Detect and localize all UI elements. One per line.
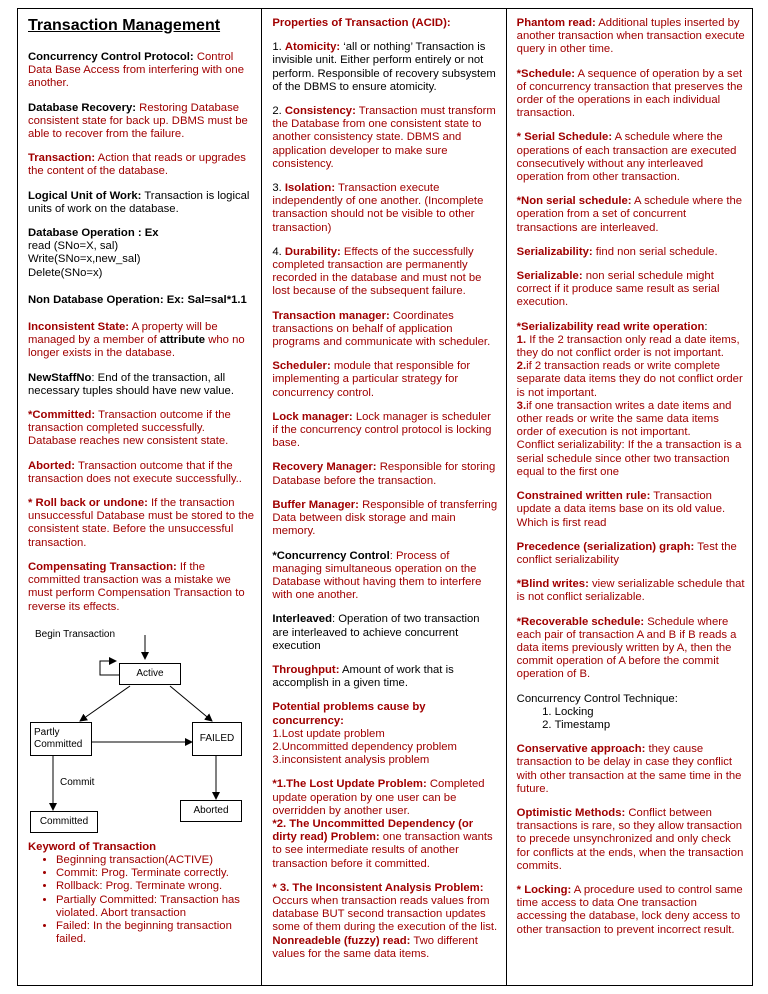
def-logical-unit-of-work: Logical Unit of Work: Transaction is logical units of work on the database. [28, 189, 250, 215]
keyword-list [28, 854, 254, 946]
list-item: 2. Timestamp [555, 719, 745, 732]
def-concurrency-control: *Concurrency Control: Process of managing simultaneous operation on the Database without having them to interfere with one another. [272, 549, 482, 602]
list-item: • Failed: In the beginning transaction failed. [56, 920, 254, 946]
def-serializable: Serializable: non serial schedule might correct if it produce same result as serial execution. [516, 270, 720, 309]
def-precedence-graph: Precedence (serialization) graph: Test the conflict serializability [516, 540, 737, 566]
def-schedule: *Schedule: A sequence of operation by a set of concurrency transaction that preserves the order of the operations in each individual transaction. [516, 67, 743, 120]
non-database-operation: Non Database Operation: Ex: Sal=sal*1.1 [28, 293, 247, 306]
acid-heading: Properties of Transaction (ACID): [272, 17, 451, 29]
def-compensating-transaction: Compensating Transaction: If the committed transaction was a mistake we must perform Compensation Transaction to reverse its effects. [28, 560, 245, 613]
def-concurrency-control-protocol: Concurrency Control Protocol: Control Data Base Access from interfering with one another. [28, 51, 244, 90]
def-interleaved: Interleaved: Operation of two transaction are interleaved to achieve concurrent execution [272, 613, 480, 652]
acid-atomicity: 1. Atomicity: ‘all or nothing’ Transaction is invisible unit. Either perform entirely or not perform. Responsible of recovery subsystem of the DBMS to ensure atomicity. [272, 41, 496, 93]
technique-list [517, 706, 745, 732]
def-recovery-manager: Recovery Manager: Responsible for storing Database before the transaction. [272, 461, 496, 487]
state-committed: Committed [30, 811, 98, 833]
def-inconsistent-state: Inconsistent State: A property will be managed by a member of attribute who no longer exists in the database. [28, 321, 245, 360]
def-phantom-read: Phantom read: Additional tuples inserted by another transaction when transaction execute query in other time. [516, 17, 745, 56]
concurrency-control-technique: Concurrency Control Technique: 1. Locking 2. Timestamp [517, 693, 745, 733]
arrow-active-loop [100, 661, 120, 675]
state-failed: FAILED [192, 722, 242, 756]
def-transaction-manager: Transaction manager: Coordinates transactions on behalf of application programs and communicate with scheduler. [272, 309, 491, 349]
def-non-serial-schedule: *Non serial schedule: A schedule where the operation from a set of concurrent transactions are interleaved. [516, 195, 743, 234]
def-uncommitted-dependency: *2. The Uncommitted Dependency (or dirty read) Problem: one transaction wants to see intermediate results of another transaction before it committed. [272, 817, 493, 870]
def-throughput: Throughput: Amount of work that is accomplish in a given time. [272, 663, 454, 690]
column-2 [262, 9, 506, 985]
database-operation: Database Operation : Ex read (SNo=X, sal) Write(SNo=x,new_sal) Delete(SNo=x) [28, 227, 159, 279]
transaction-state-diagram [20, 625, 248, 835]
def-blind-writes: *Blind writes: view serializable schedule that is not conflict serializable. [516, 578, 745, 604]
def-transaction: Transaction: Action that reads or upgrades the content of the database. [28, 152, 246, 178]
arrow-active-to-failed [170, 686, 212, 721]
def-serial-schedule: * Serial Schedule: A schedule where the operations of each transaction are executed consecutively without any interleaved operation from other transaction. [516, 131, 737, 184]
def-rollback: * Roll back or undone: If the transaction unsuccessful Database must be stored to the consistent state. Before the unsuccessful transaction. [28, 497, 255, 549]
state-partly-committed: Partly Committed [30, 722, 92, 756]
begin-transaction-label: Begin Transaction [35, 628, 116, 640]
def-recoverable-schedule: *Recoverable schedule: Schedule where each pair of transaction A and B if B reads a data items previously written by A, then the commit operation of A before the commit operation of B. [516, 615, 737, 681]
def-newstaffno: NewStaffNo: End of the transaction, all necessary tuples should have new value. [28, 371, 234, 397]
def-optimistic-methods: Optimistic Methods: Conflict between transactions is rare, so they allow transaction to precede unsynchronized and only check for conflicts at the ends, when the transaction commits. [516, 806, 744, 872]
def-locking: * Locking: A procedure used to control same time access to data One transaction accessing the database, lock deny access to other transaction to prevent incorrect result. [516, 883, 743, 936]
page-title: Transaction Management [28, 17, 221, 34]
column-1 [18, 9, 262, 985]
def-buffer-manager: Buffer Manager: Responsible of transferring Data between disk storage and main memory. [272, 498, 498, 538]
list-item: • Rollback: Prog. Terminate wrong. [56, 880, 254, 893]
def-aborted: Aborted: Transaction outcome that if the transaction does not execute successfully.. [28, 459, 242, 485]
def-constrained-written-rule: Constrained written rule: Transaction update a data items base on its old value. Which is first read [516, 490, 726, 529]
state-active: Active [119, 663, 181, 685]
list-item: 1. Locking [555, 706, 745, 719]
def-lock-manager: Lock manager: Lock manager is scheduler if the concurrency control protocol is locking base. [272, 410, 492, 450]
potential-problems: Potential problems cause by concurrency: 1.Lost update problem 2.Uncommitted dependency problem 3.inconsistent analysis problem [272, 701, 457, 767]
list-item: • Beginning transaction(ACTIVE) [56, 854, 254, 867]
acid-durability: 4. Durability: Effects of the successfully completed transaction are permanently recorded in the database and must not be lost because of the subsequent failure. [272, 245, 482, 298]
def-serializability: Serializability: find non serial schedule. [516, 245, 718, 258]
acid-isolation: 3. Isolation: Transaction execute independently of one another. (Incomplete transaction should not be visible to other transaction) [272, 182, 484, 234]
list-item: • Commit: Prog. Terminate correctly. [56, 867, 254, 880]
cheat-sheet [17, 8, 753, 986]
list-item: • Partially Committed: Transaction has violated. Abort transaction [56, 894, 254, 920]
def-scheduler: Scheduler: module that responsible for implementing a particular strategy for concurrency control. [272, 360, 471, 399]
commit-label: Commit [60, 776, 95, 788]
def-lost-update: *1.The Lost Update Problem: Completed update operation by one user can be overridden by another user. [272, 778, 485, 817]
serializability-read-write: *Serializability read write operation: 1. If the 2 transaction only read a date items, they do not conflict order is not important. 2.if 2 transaction reads or write complete separate data items they do not conflict order is not important. 3.if one transaction writes a date items and other reads or write the same data items order of execution is not important. Conflict serializability: If the a transaction is a serial schedule since other two transaction equal to the first one [516, 320, 743, 478]
def-nonreadable-read: Nonreadeble (fuzzy) read: Two different values for the same data items. [272, 934, 478, 960]
def-committed: *Committed: Transaction outcome if the transaction completed successfully. Database reaches new consistent state. [28, 409, 231, 448]
column-3 [507, 9, 752, 985]
arrow-active-to-partly [80, 686, 130, 721]
keyword-of-transaction: Keyword of Transaction • Beginning transaction(ACTIVE) • Commit: Prog. Terminate correctly. • Rollback: Prog. Terminate wrong. • Partially Committed: Transaction has violated. Abort transaction • Failed: In the beginning transaction failed. [28, 841, 254, 947]
state-aborted: Aborted [180, 800, 242, 822]
def-inconsistent-analysis: * 3. The Inconsistent Analysis Problem: Occurs when transaction reads values from database BUT second transaction updates some of them during the execution of the list. [272, 881, 498, 934]
acid-consistency: 2. Consistency: Transaction must transform the Database from one consistent state to another consistency state. DBMS and application developer to make sure consistency. [272, 105, 496, 170]
def-conservative-approach: Conservative approach: they cause transaction to be delay in case they conflict with other transaction at the same time in the future. [516, 743, 742, 795]
def-database-recovery: Database Recovery: Restoring Database consistent state for back up. DBMS must be able to recover from the failure. [28, 101, 248, 141]
